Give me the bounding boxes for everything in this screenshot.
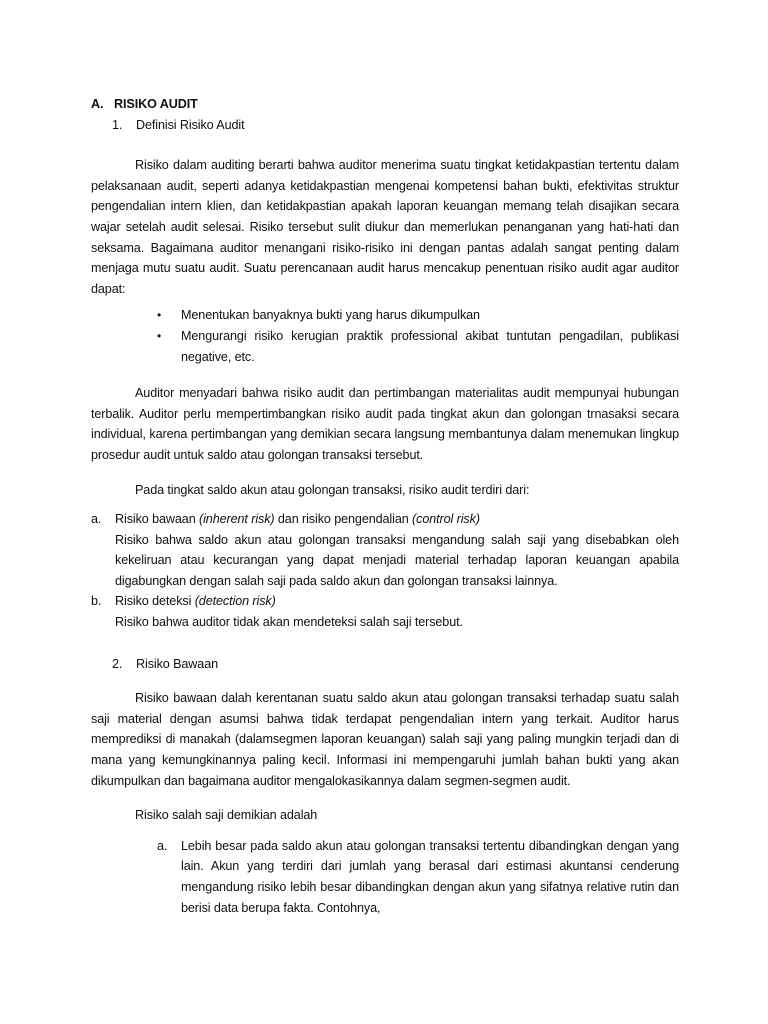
list-item-text: Lebih besar pada saldo akun atau golongan transaksi tertentu dibandingkan dengan yang lain. Akun yang terdiri dari jumlah yang berasal dari estimasi akuntansi cenderung mengandung risiko lebih besar dibandingkan dengan akun yang sifatnya relative rutin dan berisi data berupa fakta. Contohnya, xyxy=(181,838,679,915)
paragraph-risk-components: Pada tingkat saldo akun atau golongan transaksi, risiko audit terdiri dari: xyxy=(135,482,530,497)
paragraph-inherent-risk: Risiko bawaan dalah kerentanan suatu saldo akun atau golongan transaksi terhadap suatu salah saji material dengan asumsi bahwa tidak terdapat pengendalian intern yang terkait. Auditor harus memprediksi di manakah (dalamsegmen laporan keuangan) salah saji yang paling mungkin terjadi dan di mana yang kemungkinannya paling kecil. Informasi ini mempengaruhi jumlah bahan bukti yang akan dikumpulkan dan bagaimana auditor mengalokasikannya dalam segmen-segmen audit. xyxy=(91,691,679,788)
subsection-heading-1 xyxy=(112,115,679,136)
list-item-a2 xyxy=(157,836,679,918)
section-heading xyxy=(91,94,679,115)
list-item-title: Risiko bawaan (inherent risk) dan risiko pengendalian (control risk) xyxy=(115,512,480,527)
subsection-title: Risiko Bawaan xyxy=(136,656,218,671)
paragraph-definition: Risiko dalam auditing berarti bahwa auditor menerima suatu tingkat ketidakpastian tertentu dalam pelaksanaan audit, seperti adanya ketidakpastian mengenai kompetensi bahan bukti, efektivitas struktur pengendalian intern klien, dan ketidakpastian apakah laporan keuangan memang telah disajikan secara wajar setelah audit selesai. Risiko tersebut sulit diukur dan memerlukan penanganan yang hati-hati dan seksama. Bagaimana auditor menangani risiko-risiko ini dengan pantas adalah sangat penting dalam menjaga mutu suatu audit. Suatu perencanaan audit harus mencakup penentuan risiko audit agar auditor dapat: xyxy=(91,158,679,296)
section-title: RISIKO AUDIT xyxy=(114,97,198,111)
bullet-text: Menentukan banyaknya bukti yang harus dikumpulkan xyxy=(181,308,480,323)
list-item-description: Risiko bahwa saldo akun atau golongan transaksi mengandung salah saji yang disebabkan oleh kekeliruan atau kecurangan yang dapat menjadi material terhadap laporan keuangan apabila digabungkan dengan salah saji pada saldo akun dan golongan transaksi lainnya. xyxy=(115,532,679,588)
bullet-list xyxy=(157,305,679,367)
subsection-title: Definisi Risiko Audit xyxy=(136,117,245,132)
list-item-b xyxy=(91,591,679,632)
subsection-heading-2 xyxy=(112,654,679,675)
bullet-item xyxy=(157,326,679,367)
paragraph-materiality: Auditor menyadari bahwa risiko audit dan pertimbangan materialitas audit mempunyai hubungan terbalik. Auditor perlu mempertimbangkan risiko audit pada tingkat akun dan golongan trnasaksi secara individual, karena pertimbangan yang demikian secara langsung membantunya dalam menemukan lingkup prosedur audit untuk saldo atau golongan transaksi tersebut. xyxy=(91,386,679,462)
list-item-title: Risiko deteksi (detection risk) xyxy=(115,594,276,609)
list-label: a. xyxy=(91,512,102,527)
bullet-icon: • xyxy=(157,328,162,343)
bullet-icon: • xyxy=(157,308,162,323)
list-item-a xyxy=(91,509,679,591)
document-body xyxy=(91,94,679,918)
bullet-text: Mengurangi risiko kerugian praktik professional akibat tuntutan pengadilan, publikasi negative, etc. xyxy=(181,328,679,364)
list-label: a. xyxy=(157,838,168,853)
bullet-item xyxy=(157,305,679,326)
list-label: b. xyxy=(91,594,102,609)
section-label: A. xyxy=(91,97,104,111)
subsection-label: 2. xyxy=(112,656,123,671)
list-item-description: Risiko bahwa auditor tidak akan mendeteksi salah saji tersebut. xyxy=(115,615,463,630)
paragraph-misstatement: Risiko salah saji demikian adalah xyxy=(135,808,318,823)
subsection-label: 1. xyxy=(112,117,123,132)
